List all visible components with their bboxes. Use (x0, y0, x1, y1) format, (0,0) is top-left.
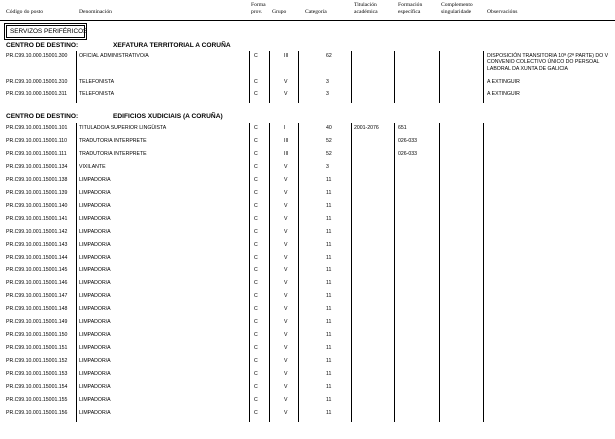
cell-codigo: PR.C99.10.001.15001.155 (6, 396, 68, 403)
header-complemento-1: Complemento (441, 2, 473, 8)
table-row (0, 358, 615, 370)
cell-categoria: 11 (326, 241, 332, 248)
header-categoria: Categoría (305, 9, 327, 15)
column-divider (394, 51, 395, 103)
table-row (0, 151, 615, 163)
cell-codigo: PR.C99.10.001.15001.151 (6, 345, 68, 352)
cell-codigo: PR.C99.10.001.15001.139 (6, 189, 68, 196)
cell-categoria: 11 (326, 280, 332, 287)
cell-grupo: V (284, 241, 288, 248)
cell-forma: C (254, 189, 258, 196)
cell-codigo: PR.C99.10.001.15001.143 (6, 241, 68, 248)
header-titulacion-2: académica (354, 9, 378, 15)
column-divider (483, 51, 484, 103)
column-divider (249, 51, 250, 103)
cell-codigo: PR.C99.10.001.15001.101 (6, 125, 68, 131)
cell-denominacion: LIMPADOR/A (79, 409, 111, 416)
cell-titulacion: 2001-2076 (354, 125, 379, 131)
cell-denominacion: TRADUTOR/A INTERPRETE (79, 150, 147, 157)
header-titulacion-1: Titulación (354, 2, 377, 8)
cell-grupo: V (284, 189, 288, 196)
cell-denominacion: LIMPADOR/A (79, 215, 111, 222)
cell-denominacion: TELEFONISTA (79, 91, 115, 97)
cell-grupo: V (284, 91, 288, 97)
cell-grupo: III (284, 150, 289, 157)
table-row (0, 306, 615, 318)
header-complemento-2: singularidade (441, 9, 472, 15)
cell-forma: C (254, 91, 258, 97)
cell-codigo: PR.C99.10.001.15001.141 (6, 215, 68, 222)
cell-denominacion: LIMPADOR/A (79, 280, 111, 287)
cell-codigo: PR.C99.10.001.15001.150 (6, 332, 68, 339)
column-divider (298, 123, 299, 422)
cell-categoria: 11 (326, 396, 332, 403)
table-row (0, 345, 615, 357)
column-divider (76, 51, 77, 103)
cell-observacions: A EXTINGUIR (487, 91, 520, 97)
table-row (0, 384, 615, 396)
table-row (0, 190, 615, 202)
cell-forma: C (254, 163, 258, 170)
cell-denominacion: TRADUTOR/A INTERPRETE (79, 137, 147, 144)
cell-observacions: DISPOSICIÓN TRANSITORIA 10ª (2ª PARTE) DO V CONVENIO COLECTIVO ÚNICO DO PERSOAL LABORAL DA XUNTA DE GALICIA (487, 53, 609, 72)
cell-categoria: 11 (326, 371, 332, 377)
cell-grupo: V (284, 79, 288, 85)
header-formacion-2: específica (398, 9, 421, 15)
cell-denominacion: LIMPADOR/A (79, 306, 111, 313)
cell-denominacion: LIMPADOR/A (79, 332, 111, 339)
cell-forma: C (254, 332, 258, 339)
cell-forma: C (254, 306, 258, 313)
cell-grupo: V (284, 306, 288, 313)
cell-forma: C (254, 215, 258, 222)
table-row (0, 397, 615, 409)
table-row (0, 203, 615, 215)
cell-categoria: 52 (326, 137, 332, 144)
cell-categoria: 40 (326, 125, 332, 131)
cell-denominacion: LIMPADOR/A (79, 241, 111, 248)
column-divider (351, 51, 352, 103)
table-row (0, 79, 615, 91)
cell-grupo: V (284, 396, 288, 403)
table-row (0, 229, 615, 241)
cell-forma: C (254, 137, 258, 144)
table-row (0, 53, 615, 72)
cell-categoria: 3 (326, 91, 329, 97)
cell-forma: C (254, 241, 258, 248)
cell-grupo: V (284, 267, 288, 274)
cell-grupo: V (284, 371, 288, 377)
column-divider (439, 123, 440, 422)
cell-forma: C (254, 409, 258, 416)
cell-denominacion: LIMPADOR/A (79, 319, 111, 326)
table-row (0, 138, 615, 150)
column-divider (298, 51, 299, 103)
cell-forma: C (254, 125, 258, 131)
cell-grupo: V (284, 319, 288, 326)
table-row (0, 371, 615, 383)
cell-denominacion: LIMPADOR/A (79, 228, 111, 235)
header-formacion-1: Formación (398, 2, 423, 8)
cell-denominacion: TELEFONISTA (79, 79, 115, 85)
table-row (0, 255, 615, 267)
header-grupo: Grupo (272, 9, 287, 15)
cell-forma: C (254, 267, 258, 274)
cell-forma: C (254, 293, 258, 300)
cell-categoria: 11 (326, 409, 332, 416)
cell-observacions: A EXTINGUIR (487, 79, 520, 85)
table-row (0, 280, 615, 292)
cell-forma: C (254, 53, 258, 59)
cell-grupo: V (284, 215, 288, 222)
cell-grupo: V (284, 358, 288, 365)
cell-denominacion: VIXILANTE (79, 163, 106, 170)
cell-forma: C (254, 280, 258, 287)
section-box (6, 25, 88, 38)
cell-grupo: I (284, 125, 286, 131)
cell-denominacion: LIMPADOR/A (79, 267, 111, 274)
cell-grupo: V (284, 332, 288, 339)
cell-formacion: 026-033 (398, 137, 418, 144)
cell-categoria: 52 (326, 150, 332, 157)
cell-codigo: PR.C99.10.001.15001.149 (6, 319, 68, 326)
header-divider (0, 20, 615, 21)
cell-codigo: PR.C99.10.000.15001.311 (6, 91, 68, 97)
cell-categoria: 11 (326, 215, 332, 222)
table-row (0, 242, 615, 254)
cell-grupo: V (284, 202, 288, 209)
cell-codigo: PR.C99.10.001.15001.110 (6, 137, 68, 144)
cell-forma: C (254, 202, 258, 209)
cell-forma: C (254, 319, 258, 326)
column-divider (269, 123, 270, 422)
cell-denominacion: TITULADO/A SUPERIOR LINGÜISTA (79, 125, 167, 131)
cell-categoria: 11 (326, 176, 332, 183)
column-divider (483, 123, 484, 422)
cell-denominacion: LIMPADOR/A (79, 384, 111, 390)
table-row (0, 216, 615, 228)
cell-codigo: PR.C99.10.001.15001.142 (6, 228, 68, 235)
column-divider (439, 51, 440, 103)
cell-codigo: PR.C99.10.000.15001.300 (6, 53, 68, 59)
table-row (0, 91, 615, 103)
section-title: SERVIZOS PERIFÉRICOS (10, 28, 88, 35)
cell-categoria: 3 (326, 163, 329, 170)
cell-denominacion: LIMPADOR/A (79, 345, 111, 352)
cell-grupo: V (284, 409, 288, 416)
cell-denominacion: LIMPADOR/A (79, 396, 111, 403)
column-divider (76, 123, 77, 422)
centro-label: CENTRO DE DESTINO: (6, 42, 79, 49)
cell-grupo: V (284, 228, 288, 235)
header-forma-1: Forma (251, 2, 266, 8)
cell-codigo: PR.C99.10.001.15001.144 (6, 254, 68, 261)
cell-codigo: PR.C99.10.001.15001.147 (6, 293, 68, 300)
table-header (0, 0, 615, 20)
cell-forma: C (254, 176, 258, 183)
cell-categoria: 11 (326, 358, 332, 365)
cell-denominacion: LIMPADOR/A (79, 371, 111, 377)
table-row (0, 164, 615, 176)
cell-categoria: 62 (326, 53, 332, 59)
cell-forma: C (254, 228, 258, 235)
cell-denominacion: LIMPADOR/A (79, 202, 111, 209)
cell-forma: C (254, 371, 258, 377)
cell-grupo: V (284, 176, 288, 183)
cell-denominacion: LIMPADOR/A (79, 358, 111, 365)
centro-name: EDIFICIOS XUDICIAIS (A CORUÑA) (113, 113, 223, 120)
cell-denominacion: LIMPADOR/A (79, 176, 111, 183)
cell-categoria: 11 (326, 332, 332, 339)
cell-categoria: 11 (326, 293, 332, 300)
table-row (0, 410, 615, 422)
cell-categoria: 11 (326, 267, 332, 274)
header-observacions: Observacións (487, 9, 518, 15)
cell-codigo: PR.C99.10.001.15001.138 (6, 176, 68, 183)
cell-grupo: V (284, 384, 288, 390)
cell-codigo: PR.C99.10.001.15001.156 (6, 409, 68, 416)
column-divider (394, 123, 395, 422)
cell-forma: C (254, 150, 258, 157)
cell-denominacion: LIMPADOR/A (79, 254, 111, 261)
cell-forma: C (254, 345, 258, 352)
table-row (0, 125, 615, 137)
column-divider (351, 123, 352, 422)
cell-denominacion: OFICIAL ADMINISTRATIVO/A (79, 53, 149, 59)
cell-categoria: 11 (326, 306, 332, 313)
cell-grupo: V (284, 163, 288, 170)
cell-forma: C (254, 79, 258, 85)
column-divider (249, 123, 250, 422)
cell-categoria: 11 (326, 319, 332, 326)
table-row (0, 332, 615, 344)
cell-categoria: 11 (326, 384, 332, 390)
cell-grupo: V (284, 293, 288, 300)
header-codigo: Código do posto (6, 9, 43, 15)
cell-categoria: 11 (326, 189, 332, 196)
cell-denominacion: LIMPADOR/A (79, 293, 111, 300)
cell-categoria: 3 (326, 79, 329, 85)
cell-grupo: V (284, 345, 288, 352)
cell-forma: C (254, 384, 258, 390)
cell-codigo: PR.C99.10.001.15001.154 (6, 384, 68, 390)
cell-codigo: PR.C99.10.001.15001.146 (6, 280, 68, 287)
cell-formacion: 026-033 (398, 150, 418, 157)
cell-categoria: 11 (326, 202, 332, 209)
cell-denominacion: LIMPADOR/A (79, 189, 111, 196)
cell-codigo: PR.C99.10.001.15001.153 (6, 371, 68, 377)
centro-label: CENTRO DE DESTINO: (6, 113, 79, 120)
table-row (0, 267, 615, 279)
table-row (0, 319, 615, 331)
header-denominacion: Denominación (79, 9, 112, 15)
cell-forma: C (254, 358, 258, 365)
cell-grupo: V (284, 254, 288, 261)
column-divider (269, 51, 270, 103)
cell-grupo: III (284, 53, 289, 59)
cell-grupo: III (284, 137, 289, 144)
header-forma-2: prov. (251, 9, 263, 15)
cell-codigo: PR.C99.10.001.15001.145 (6, 267, 68, 274)
cell-grupo: V (284, 280, 288, 287)
cell-codigo: PR.C99.10.001.15001.152 (6, 358, 68, 365)
cell-forma: C (254, 254, 258, 261)
cell-codigo: PR.C99.10.001.15001.134 (6, 163, 68, 170)
cell-codigo: PR.C99.10.000.15001.310 (6, 79, 68, 85)
cell-forma: C (254, 396, 258, 403)
cell-categoria: 11 (326, 228, 332, 235)
cell-categoria: 11 (326, 345, 332, 352)
cell-formacion: 651 (398, 125, 407, 131)
cell-categoria: 11 (326, 254, 332, 261)
table-row (0, 293, 615, 305)
cell-codigo: PR.C99.10.001.15001.111 (6, 150, 67, 157)
centro-name: XEFATURA TERRITORIAL A CORUÑA (113, 42, 231, 49)
cell-codigo: PR.C99.10.001.15001.148 (6, 306, 68, 313)
table-row (0, 177, 615, 189)
cell-codigo: PR.C99.10.001.15001.140 (6, 202, 68, 209)
